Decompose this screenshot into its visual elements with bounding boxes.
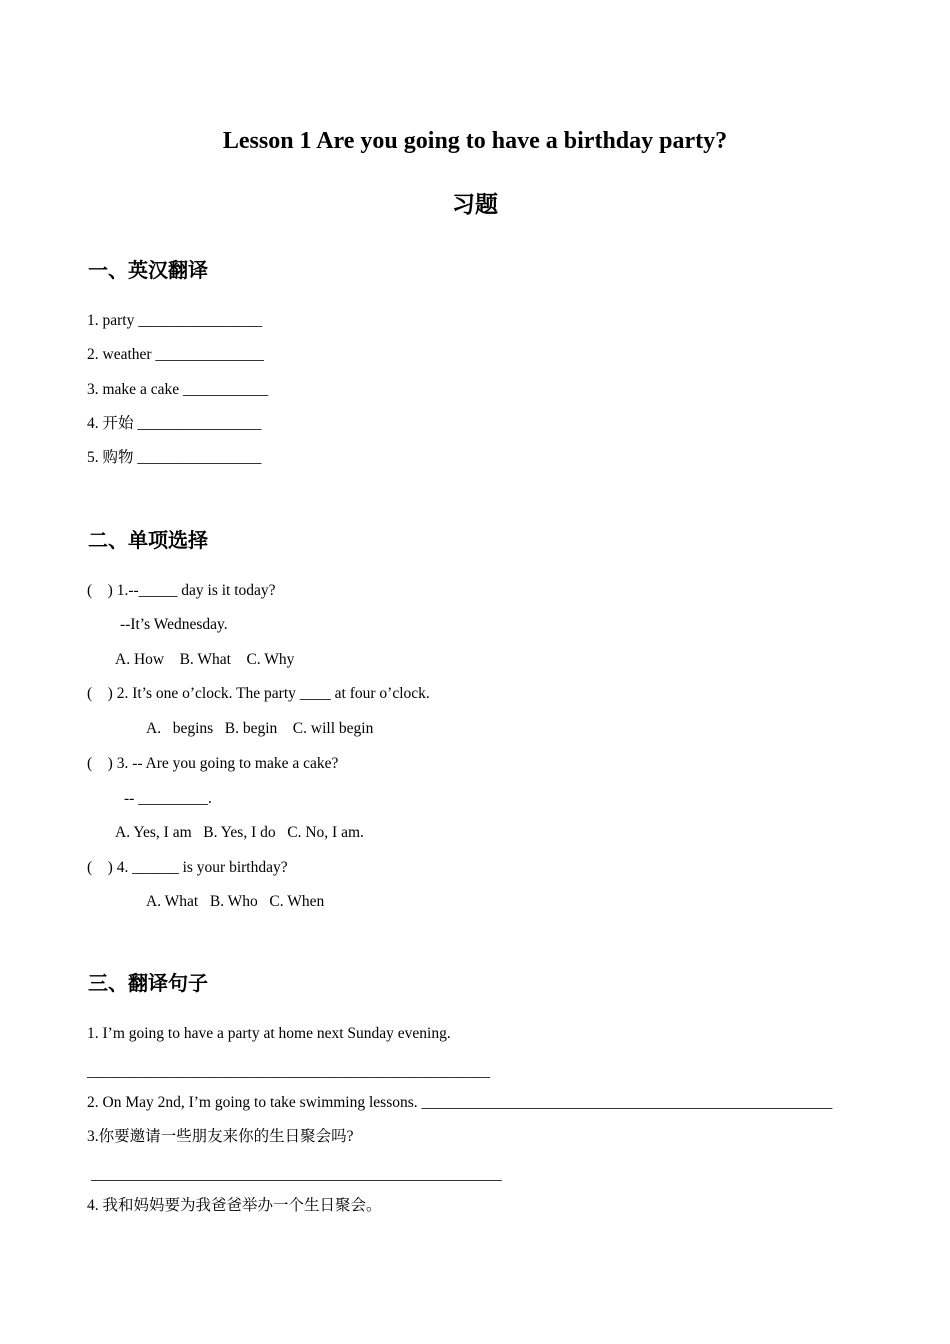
vocab-item-5: 5. 购物 ________________ [87, 449, 262, 466]
question-1-options: A. How B. What C. Why [115, 651, 295, 668]
vocab-item-1: 1. party ________________ [87, 312, 263, 329]
question-1-answer: --It’s Wednesday. [120, 616, 228, 633]
question-3-answer: -- _________. [124, 790, 212, 807]
section-1-heading: 一、英汉翻译 [88, 258, 208, 282]
sentence-3: 3.你要邀请一些朋友来你的生日聚会吗? [87, 1128, 354, 1145]
question-2-options: A. begins B. begin C. will begin [146, 720, 374, 737]
vocab-item-3: 3. make a cake ___________ [87, 381, 269, 398]
sentence-2: 2. On May 2nd, I’m going to take swimming lessons. _____________________________________________________ [87, 1094, 833, 1111]
page-subtitle: 习题 [452, 192, 498, 218]
section-2-heading: 二、单项选择 [88, 528, 208, 552]
question-3-stem: ( ) 3. -- Are you going to make a cake? [87, 755, 339, 772]
vocab-item-4: 4. 开始 ________________ [87, 415, 262, 432]
question-4-stem: ( ) 4. ______ is your birthday? [87, 859, 288, 876]
sentence-1: 1. I’m going to have a party at home next Sunday evening. [87, 1025, 451, 1042]
question-1-stem: ( ) 1.--_____ day is it today? [87, 582, 276, 599]
question-2-stem: ( ) 2. It’s one o’clock. The party ____ at four o’clock. [87, 685, 430, 702]
sentence-4: 4. 我和妈妈要为我爸爸举办一个生日聚会。 [87, 1197, 382, 1214]
sentence-3-answer-line: _____________________________________________________ [91, 1166, 502, 1183]
section-3-heading: 三、翻译句子 [88, 971, 208, 995]
sentence-1-answer-line: ____________________________________________________ [87, 1063, 490, 1080]
page-title: Lesson 1 Are you going to have a birthday party? [222, 128, 728, 154]
vocab-item-2: 2. weather ______________ [87, 346, 264, 363]
question-3-options: A. Yes, I am B. Yes, I do C. No, I am. [115, 824, 364, 841]
question-4-options: A. What B. Who C. When [146, 893, 325, 910]
